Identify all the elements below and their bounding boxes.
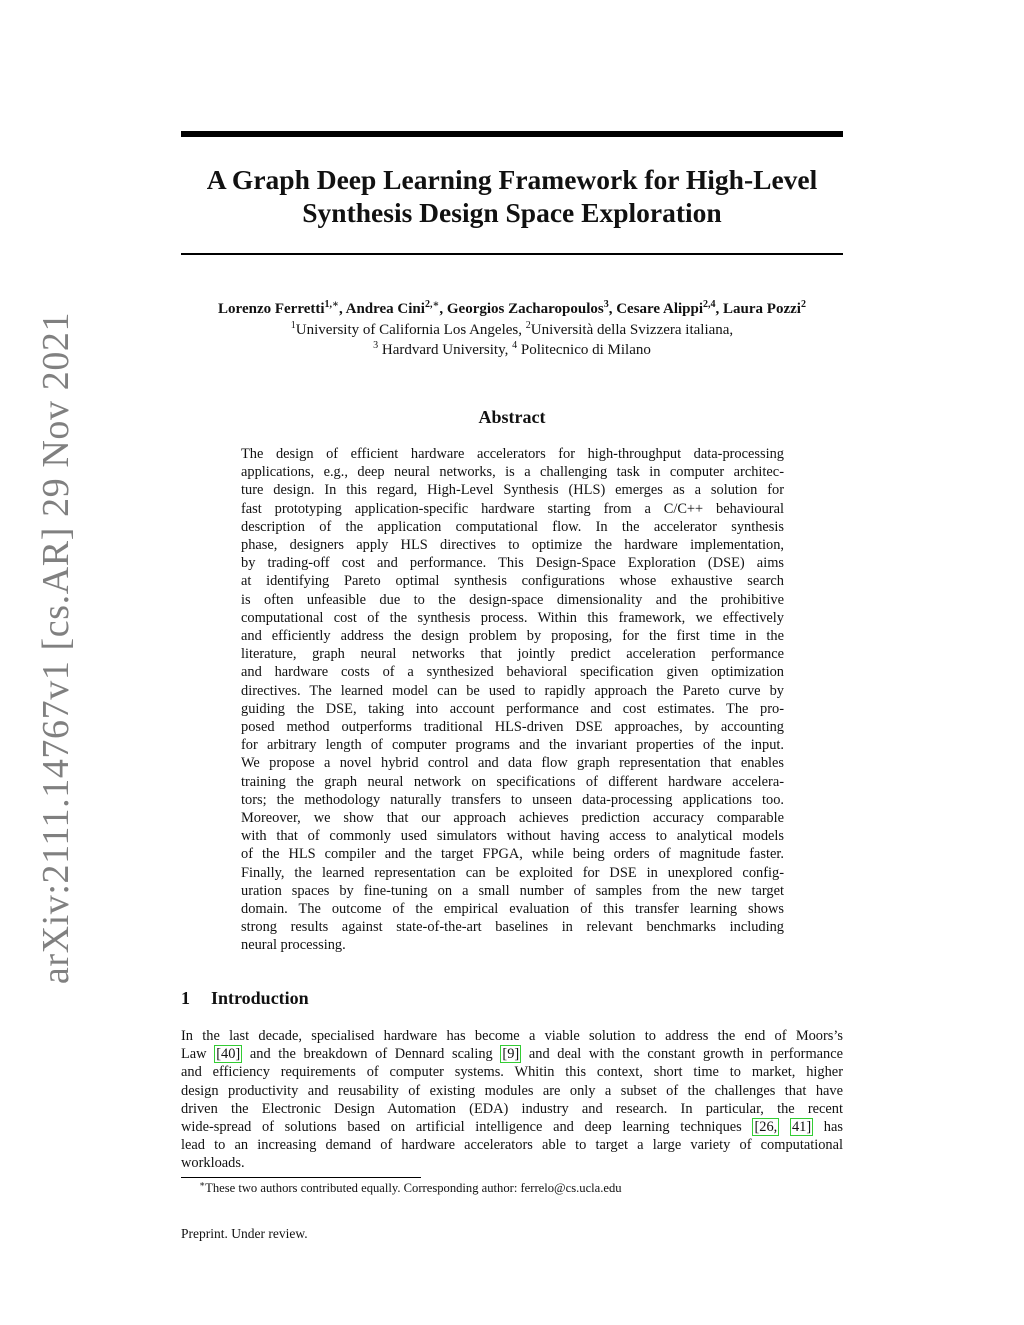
abstract-line: ture design. In this regard, High-Level Synthesis (HLS) emerges as a solution for: [241, 482, 784, 499]
intro-line: In the last decade, specialised hardware has become a viable solution to address the end of Moors’s: [181, 1028, 843, 1044]
affil-polimi: Politecnico di Milano: [517, 342, 651, 358]
author-alippi-affil: 2,4: [703, 299, 716, 310]
abstract-line: directives. The learned model can be used to rapidly approach the Pareto curve by: [241, 682, 784, 699]
intro-line: Law [40] and the breakdown of Dennard scaling [9] and deal with the constant growth in performance: [181, 1046, 843, 1063]
title-line-2: Synthesis Design Space Exploration: [302, 197, 722, 228]
affil-harvard: Hardvard University,: [378, 342, 513, 358]
section-heading-introduction: [181, 987, 309, 1009]
affil-mark-2: 2: [525, 320, 531, 331]
affil-mark-1: 1: [290, 320, 296, 331]
abstract-line: is often unfeasible due to the design-space dimensionality and the prohibitive: [241, 591, 784, 608]
affil-ucla: University of California Los Angeles,: [295, 322, 526, 338]
arxiv-identifier-stamp: arXiv:2111.14767v1 [cs.AR] 29 Nov 2021: [35, 311, 77, 985]
abstract-line: tors; the methodology naturally transfers to unseen data-processing applications too.: [241, 791, 784, 808]
abstract-line: applications, e.g., deep neural networks, is a challenging task in computer architec-: [241, 464, 784, 481]
abstract-line: neural processing.: [241, 937, 346, 954]
author-ferretti: Lorenzo Ferretti: [218, 301, 325, 317]
intro-line: workloads.: [181, 1155, 245, 1172]
citation-link-40[interactable]: [40]: [216, 1046, 241, 1063]
abstract-line: of the HLS compiler and the target FPGA, while being orders of magnitude faster.: [241, 846, 784, 863]
affil-mark-3: 3: [373, 340, 379, 351]
abstract-line: fast prototyping application-specific hardware starting from a C/C++ behavioural: [241, 500, 784, 517]
paper-title: [181, 163, 843, 229]
abstract-line: phase, designers apply HLS directives to optimize the hardware implementation,: [241, 537, 784, 554]
title-bottom-rule: [181, 253, 843, 255]
abstract-line: guiding the DSE, taking into account performance and cost estimates. The pro-: [241, 700, 784, 717]
author-ferretti-affil: 1,∗: [324, 299, 339, 310]
author-zacharopoulos-affil: 3: [603, 299, 609, 310]
abstract-line: Finally, the learned representation can be exploited for DSE in unexplored config-: [241, 864, 784, 881]
author-zacharopoulos: , Georgios Zacharopoulos: [439, 301, 604, 317]
abstract-line: posed method outperforms traditional HLS-driven DSE approaches, by accounting: [241, 719, 784, 736]
abstract-line: and efficiently address the design problem by proposing, for the first time in the: [241, 628, 784, 645]
abstract-line: domain. The outcome of the empirical evaluation of this transfer learning shows: [241, 901, 784, 918]
abstract-line: strong results against state-of-the-art baselines in relevant benchmarks including: [241, 919, 784, 936]
citation-link-26[interactable]: [26,: [754, 1119, 778, 1136]
abstract-line: with that of commonly used simulators without having access to analytical models: [241, 828, 784, 845]
abstract-line: We propose a novel hybrid control and data flow graph representation that enables: [241, 755, 784, 772]
abstract-line: computational cost of the synthesis process. Within this framework, we effectively: [241, 609, 784, 626]
abstract-line: The design of efficient hardware accelerators for high-throughput data-processing: [241, 446, 784, 462]
citation-link-9[interactable]: [9]: [502, 1046, 520, 1063]
affiliations-line-2: [181, 340, 843, 360]
title-line-1: A Graph Deep Learning Framework for High-Level: [206, 164, 818, 195]
intro-line: driven the Electronic Design Automation (EDA) industry and research. In particular, the recent: [181, 1100, 843, 1117]
author-list: [181, 299, 843, 319]
title-top-rule: [181, 131, 843, 137]
introduction-paragraph: [181, 1027, 843, 1173]
affil-usi: Università della Svizzera italiana,: [530, 322, 734, 338]
abstract-line: for arbitrary length of computer programs and the invariant properties of the input.: [241, 737, 784, 754]
footnote-mark: ∗: [199, 1179, 206, 1189]
section-number: 1: [181, 988, 190, 1008]
footnote: [199, 1180, 622, 1196]
author-cini: , Andrea Cini: [338, 301, 425, 317]
intro-line: wide-spread of solutions based on artificial intelligence and deep learning techniques [26, 41] has: [181, 1119, 843, 1136]
affil-mark-4: 4: [512, 340, 518, 351]
abstract-line: and hardware costs of a synthesized behavioral specification given optimization: [241, 664, 784, 681]
section-title: Introduction: [211, 988, 309, 1008]
abstract-line: description of the application computational flow. In the accelerator synthesis: [241, 518, 784, 535]
abstract-line: literature, graph neural networks that jointly predict acceleration performance: [241, 646, 784, 663]
author-pozzi: , Laura Pozzi: [715, 301, 801, 317]
intro-line: design productivity and reusability of existing modules are only a subset of the challenges that have: [181, 1082, 843, 1099]
author-alippi: , Cesare Alippi: [608, 301, 704, 317]
abstract-line: training the graph neural network on specifications of different hardware accelera-: [241, 773, 784, 790]
preprint-notice: Preprint. Under review.: [181, 1226, 308, 1241]
citation-link-41[interactable]: 41]: [791, 1119, 812, 1136]
abstract-line: by trading-off cost and performance. This Design-Space Exploration (DSE) aims: [241, 555, 784, 572]
abstract-line: Moreover, we show that our approach achieves prediction accuracy comparable: [241, 810, 784, 827]
abstract-line: at identifying Pareto optimal synthesis configurations whose exhaustive search: [241, 573, 784, 590]
intro-line: and efficiency requirements of computer systems. Whitin this context, short time to market, higher: [181, 1064, 843, 1081]
author-pozzi-affil: 2: [800, 299, 806, 310]
footnote-text: These two authors contributed equally. Corresponding author: ferrelo@cs.ucla.edu: [205, 1181, 622, 1195]
abstract-body: [241, 445, 784, 955]
affiliations-line-1: [181, 320, 843, 340]
abstract-heading: Abstract: [478, 407, 546, 427]
abstract-line: uration spaces by fine-tuning on a small number of samples from the new target: [241, 882, 784, 899]
author-cini-affil: 2,∗: [424, 299, 440, 310]
intro-line: lead to an increasing demand of hardware accelerators able to target a large variety of computational: [181, 1137, 843, 1154]
footnote-rule: [181, 1177, 421, 1178]
